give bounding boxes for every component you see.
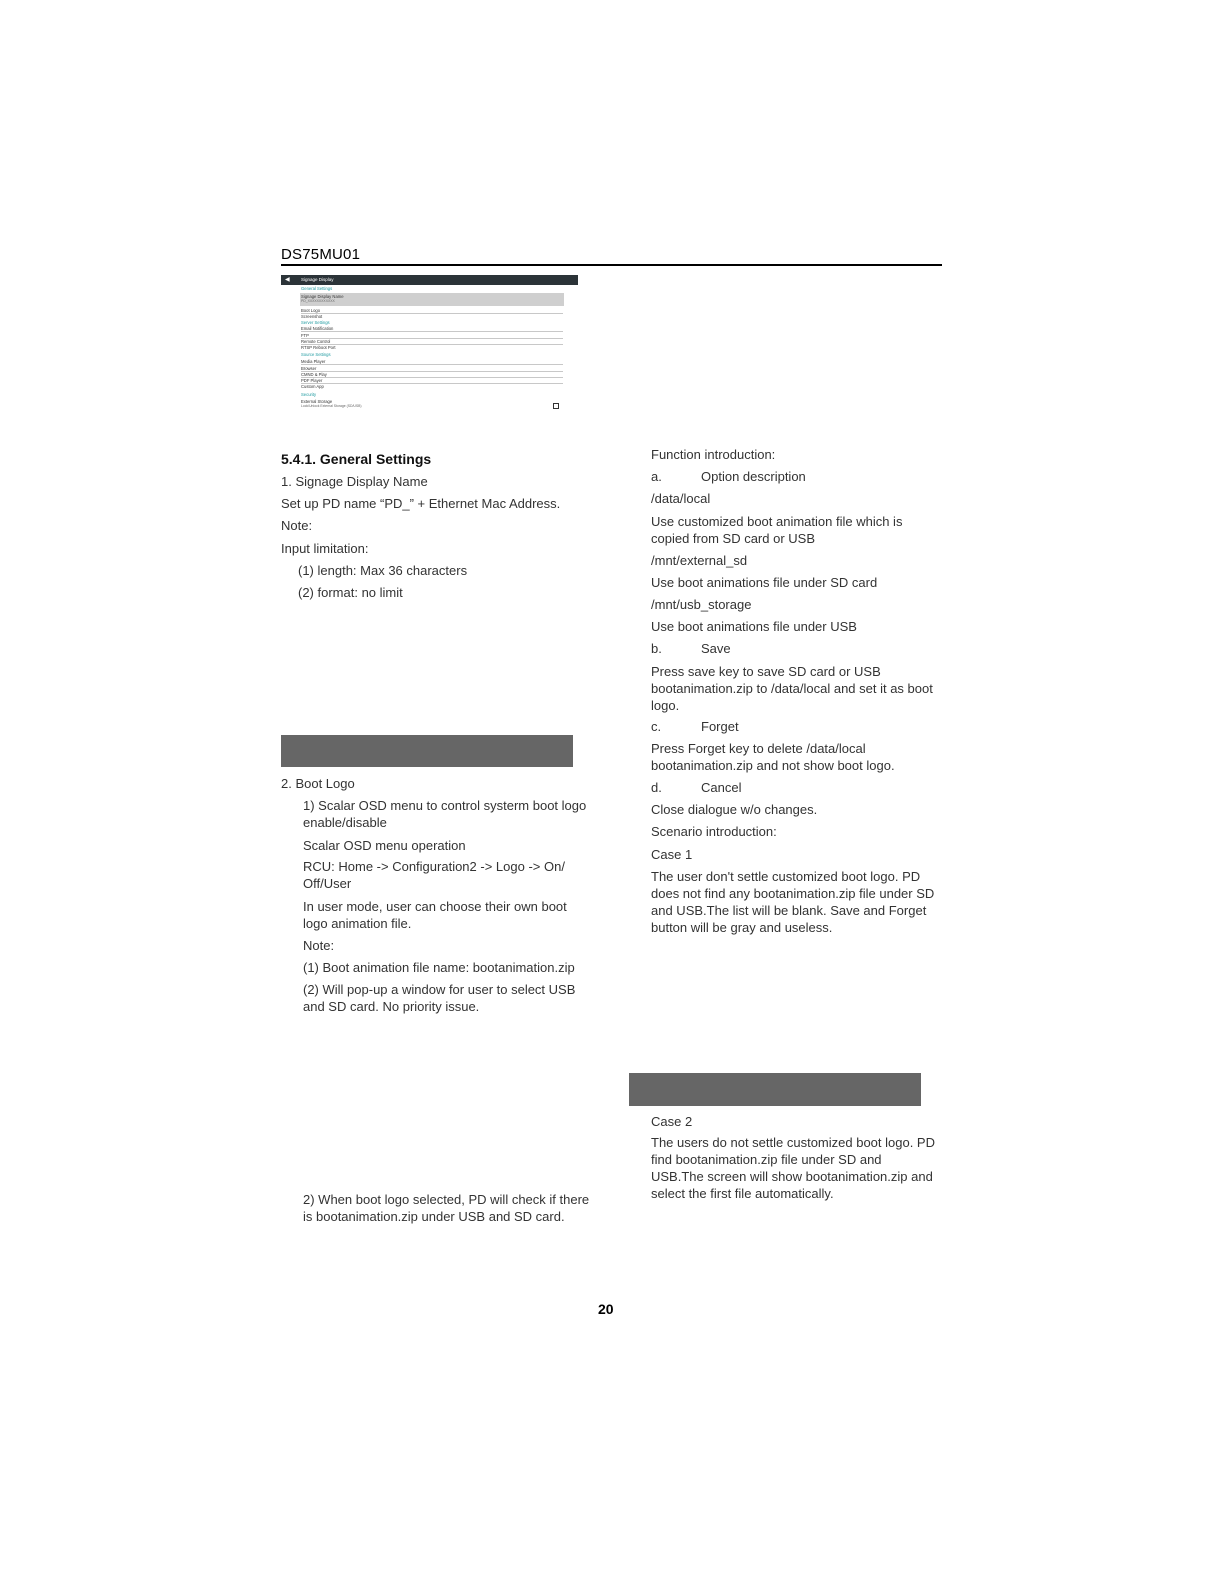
option-d-label: d.: [651, 780, 662, 795]
limit-length: (1) length: Max 36 characters: [298, 563, 468, 578]
item-label: External Storage: [301, 399, 333, 404]
boot-logo-para5: 2) When boot logo selected, PD will check if there is bootanimation.zip under USB and SD card.: [303, 1192, 590, 1224]
item-custom-app: Custom App: [301, 384, 324, 389]
boot-logo-para2: Scalar OSD menu operation: [303, 838, 466, 853]
option-a-text: Option description: [701, 469, 806, 484]
option-d-text: Cancel: [701, 780, 742, 795]
item-cms: CMND & Play: [301, 372, 563, 378]
data-local-desc: Use customized boot animation file which is copied from SD card or USB: [651, 514, 903, 546]
path-usb-storage: /mnt/usb_storage: [651, 597, 752, 612]
forget-desc: Press Forget key to delete /data/local bootanimation.zip and not show boot logo.: [651, 741, 895, 773]
case1-label: Case 1: [651, 847, 693, 862]
path-data-local: /data/local: [651, 491, 711, 506]
usb-storage-desc: Use boot animations file under USB: [651, 619, 857, 634]
header-rule: [281, 264, 942, 266]
note2-item2: (2) Will pop-up a window for user to select USB and SD card. No priority issue.: [303, 982, 576, 1014]
cancel-desc: Close dialogue w/o changes.: [651, 802, 818, 817]
category-source: Source Settings: [301, 352, 331, 357]
item-media-player: Media Player: [301, 359, 563, 365]
model-name: DS75MU01: [281, 246, 361, 263]
external-sd-desc: Use boot animations file under SD card: [651, 575, 878, 590]
case2-desc: The users do not settle customized boot logo. PD find bootanimation.zip file under SD and USB.The screen will show bootanimation.zip and select the first file automatically.: [651, 1135, 935, 1201]
screenshot-title-bar: [281, 275, 578, 285]
item2-heading: 2. Boot Logo: [281, 776, 355, 791]
section-heading: 5.4.1. General Settings: [281, 451, 432, 467]
item-browser: Browser: [301, 366, 563, 372]
item-signage-display-name: [301, 294, 563, 304]
note2-label: Note:: [303, 938, 335, 953]
setup-text: Set up PD name “PD_” + Ethernet Mac Address.: [281, 496, 561, 511]
boot-logo-para4: In user mode, user can choose their own boot logo animation file.: [303, 899, 567, 931]
screenshot-title: Signage Display: [301, 277, 334, 282]
checkbox-icon: [553, 403, 559, 409]
item-sub: PD_XXXXXXXXXXXX: [301, 299, 335, 303]
limit-format: (2) format: no limit: [298, 585, 403, 600]
scenario-intro: Scenario introduction:: [651, 824, 777, 839]
case1-desc: The user don't settle customized boot logo. PD does not find any bootanimation.zip file under SD and USB.The list will be blank. Save and Forget button will be gray and useless.: [651, 869, 935, 935]
category-server: Server Settings: [301, 320, 330, 325]
category-general: General Settings: [301, 286, 333, 291]
image-placeholder-2: [629, 1073, 921, 1106]
note-label: Note:: [281, 518, 313, 533]
func-intro: Function introduction:: [651, 447, 776, 462]
boot-logo-para1: 1) Scalar OSD menu to control systerm boot logo enable/disable: [303, 798, 587, 830]
item-remote-control: Remote Control: [301, 339, 563, 345]
option-b-label: b.: [651, 641, 662, 656]
item-boot-logo: Boot Logo: [301, 308, 563, 314]
option-a-label: a.: [651, 469, 662, 484]
boot-logo-para3: RCU: Home -> Configuration2 -> Logo -> On/ Off/User: [303, 859, 565, 891]
image-placeholder-1: [281, 735, 573, 767]
item-label: Signage Display Name: [301, 294, 344, 299]
item-external-storage: [301, 399, 563, 409]
option-c-label: c.: [651, 719, 662, 734]
item-pdf: PDF Player: [301, 378, 563, 384]
path-external-sd: /mnt/external_sd: [651, 553, 748, 568]
option-b-text: Save: [701, 641, 731, 656]
input-limit-label: Input limitation:: [281, 541, 369, 556]
item-screenshot: Screenshot: [301, 314, 323, 319]
item-ftp: FTP: [301, 333, 563, 339]
option-c-text: Forget: [701, 719, 739, 734]
note2-item1: (1) Boot animation file name: bootanimation.zip: [303, 960, 575, 975]
category-security: Security: [301, 392, 317, 397]
item-email: Email Notification: [301, 326, 563, 332]
save-desc: Press save key to save SD card or USB bootanimation.zip to /data/local and set it as boot logo.: [651, 664, 933, 713]
back-arrow-icon: ◀: [285, 277, 290, 283]
item-rtsp: RTSP Reboot Port: [301, 345, 336, 350]
page-number: 20: [598, 1301, 614, 1317]
item1-heading: 1. Signage Display Name: [281, 474, 428, 489]
case2-label: Case 2: [651, 1114, 693, 1129]
item-sub: Lock/Unlock External Storage (SD/USB): [301, 404, 362, 408]
signage-display-screenshot: [281, 275, 578, 415]
